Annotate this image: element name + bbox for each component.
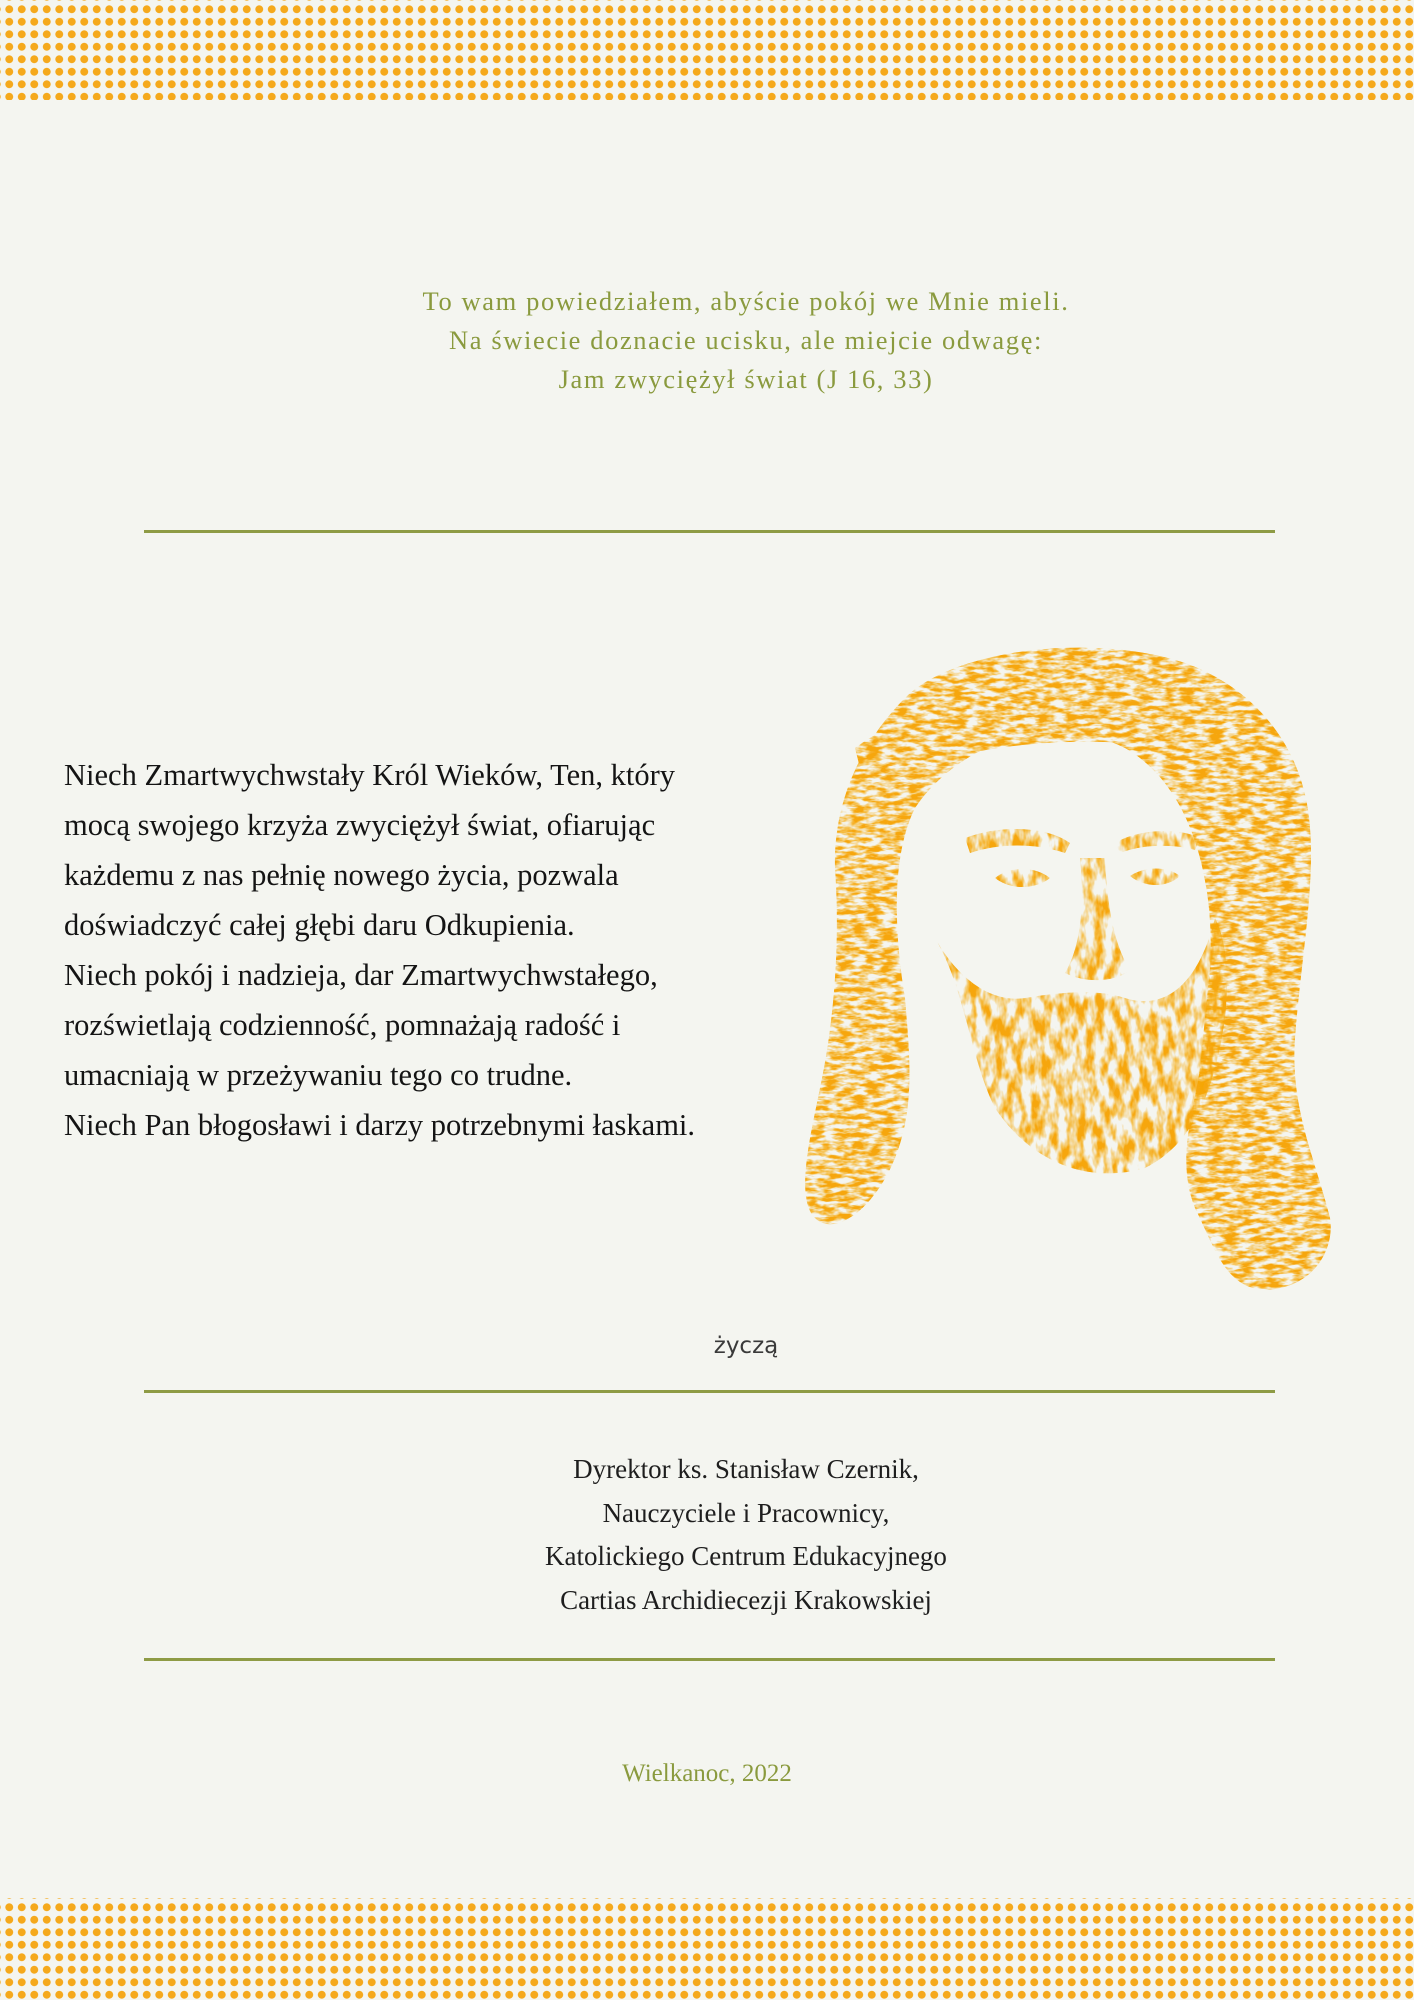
wishes-line: Niech Pan błogosławi i darzy potrzebnymi łaskami. (64, 1108, 696, 1142)
easter-wishes-text (64, 750, 824, 1150)
signer-line: Dyrektor ks. Stanisław Czernik, (573, 1454, 919, 1484)
wishes-line: mocą swojego krzyża zwyciężył świat, ofiarując (64, 808, 656, 842)
place-date-line (0, 1760, 1414, 1788)
quote-line: Na świecie doznacie ucisku, ale miejcie odwagę: (449, 325, 1043, 355)
dotted-border-top (0, 0, 1414, 100)
signer-line: Cartias Archidiecezji Krakowskiej (560, 1584, 932, 1615)
signers-block (0, 1448, 1414, 1622)
wishes-line: umacniają w przeżywaniu tego co trudne. (64, 1058, 573, 1092)
wishes-line: doświadczyć całej głębi daru Odkupienia. (64, 908, 575, 942)
signer-line: Katolickiego Centrum Edukacyjnego (545, 1541, 947, 1571)
scripture-quote (0, 282, 1414, 399)
wishes-line: każdemu z nas pełnię nowego życia, pozwala (64, 858, 619, 892)
signer-line: Nauczyciele i Pracownicy, (602, 1497, 890, 1528)
place-date-text: Wielkanoc, 2022 (622, 1760, 792, 1787)
wish-from-label: życzą (713, 1333, 779, 1359)
quote-line: To wam powiedziałem, abyście pokój we Mnie mieli. (422, 286, 1070, 316)
divider-bottom (144, 1658, 1275, 1661)
quote-line: Jam zwyciężył świat (J 16, 33) (558, 364, 934, 394)
divider-middle (144, 1390, 1275, 1393)
wishes-line: rozświetlają codzienność, pomnażają radość i (64, 1008, 621, 1042)
wishes-line: Niech Zmartwychwstały Król Wieków, Ten, który (64, 758, 676, 792)
face-of-christ-icon (795, 638, 1335, 1293)
dotted-border-bottom (0, 1898, 1414, 2000)
wishes-line: Niech pokój i nadzieja, dar Zmartwychwstałego, (64, 958, 658, 992)
divider-top (144, 530, 1275, 533)
